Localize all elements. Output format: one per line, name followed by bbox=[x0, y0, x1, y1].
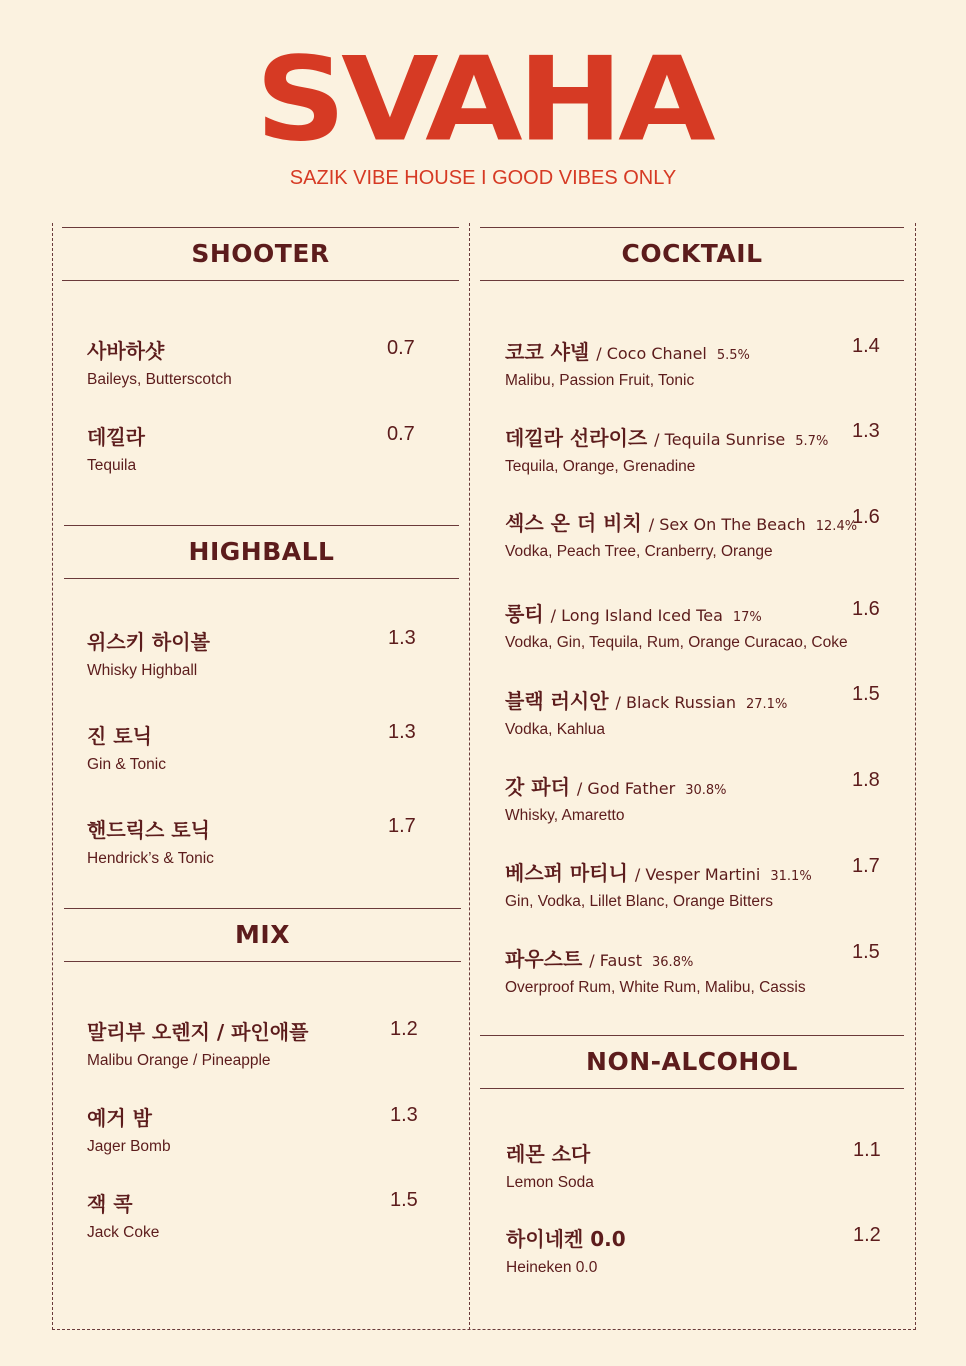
item-description: Baileys, Butterscotch bbox=[87, 371, 232, 388]
item-price: 1.6 bbox=[852, 506, 880, 528]
menu-item bbox=[505, 685, 787, 739]
item-name-ko: 롱티 bbox=[505, 602, 544, 626]
item-abv: 17% bbox=[732, 610, 762, 625]
item-description: Tequila bbox=[87, 457, 137, 474]
item-name-ko: 핸드릭스 토닉 bbox=[87, 818, 210, 842]
item-name-ko: 위스키 하이볼 bbox=[87, 630, 210, 654]
item-name-ko: 진 토닉 bbox=[87, 724, 152, 748]
item-name-en: / Long Island Iced Tea bbox=[550, 606, 723, 625]
item-abv: 30.8% bbox=[685, 783, 727, 798]
item-description: Jack Coke bbox=[87, 1224, 160, 1241]
column-divider bbox=[469, 223, 470, 1330]
item-description: Vodka, Kahlua bbox=[505, 721, 605, 738]
menu-item bbox=[87, 626, 210, 680]
item-name-ko: 파우스트 bbox=[505, 947, 583, 971]
brand-tagline: SAZIK VIBE HOUSE I GOOD VIBES ONLY bbox=[289, 167, 677, 189]
item-price: 1.4 bbox=[852, 335, 880, 357]
item-name-ko: 잭 콕 bbox=[87, 1192, 133, 1216]
item-name-en: / Black Russian bbox=[615, 693, 736, 712]
menu-item bbox=[506, 1138, 594, 1192]
item-description: Malibu Orange / Pineapple bbox=[87, 1052, 271, 1069]
menu-frame bbox=[52, 223, 916, 1330]
item-price: 1.5 bbox=[390, 1189, 418, 1211]
item-name-ko: 섹스 온 더 비치 bbox=[505, 511, 642, 535]
item-description: Lemon Soda bbox=[506, 1174, 594, 1191]
item-price: 1.3 bbox=[390, 1104, 418, 1126]
item-abv: 27.1% bbox=[746, 697, 788, 712]
item-price: 1.7 bbox=[388, 815, 416, 837]
item-abv: 36.8% bbox=[652, 955, 694, 970]
item-price: 1.7 bbox=[852, 855, 880, 877]
item-abv: 5.7% bbox=[795, 434, 829, 449]
item-name-ko: 베스퍼 마티니 bbox=[505, 861, 628, 885]
item-name-ko: 예거 밤 bbox=[87, 1106, 152, 1130]
item-description: Gin, Vodka, Lillet Blanc, Orange Bitters bbox=[505, 893, 773, 910]
item-name-ko: 말리부 오렌지 / 파인애플 bbox=[87, 1020, 309, 1044]
menu-item bbox=[87, 814, 214, 868]
item-price: 1.3 bbox=[388, 627, 416, 649]
menu-item bbox=[87, 335, 232, 389]
item-description: Whisky Highball bbox=[87, 662, 198, 679]
item-price: 0.7 bbox=[387, 337, 415, 359]
item-abv: 31.1% bbox=[770, 869, 812, 884]
item-price: 0.7 bbox=[387, 423, 415, 445]
menu-item bbox=[505, 943, 806, 997]
item-abv: 5.5% bbox=[716, 348, 750, 363]
item-description: Whisky, Amaretto bbox=[505, 807, 625, 824]
menu-item bbox=[505, 771, 727, 825]
item-description: Tequila, Orange, Grenadine bbox=[505, 458, 696, 475]
item-name-ko: 하이네켄 0.0 bbox=[506, 1227, 626, 1251]
section-header-highball: HIGHBALL bbox=[64, 525, 459, 579]
item-description: Jager Bomb bbox=[87, 1138, 171, 1155]
item-price: 1.8 bbox=[852, 769, 880, 791]
item-price: 1.2 bbox=[853, 1224, 881, 1246]
menu-item bbox=[87, 1188, 159, 1242]
item-description: Malibu, Passion Fruit, Tonic bbox=[505, 372, 695, 389]
item-description: Gin & Tonic bbox=[87, 756, 166, 773]
section-header-shooter: SHOOTER bbox=[62, 227, 459, 281]
menu-item bbox=[505, 598, 848, 652]
item-name-en: / Sex On The Beach bbox=[648, 515, 806, 534]
brand-logo: SVAHA bbox=[255, 31, 711, 168]
item-name-ko: 사바하샷 bbox=[87, 339, 165, 363]
menu-item bbox=[87, 1102, 171, 1156]
item-description: Overproof Rum, White Rum, Malibu, Cassis bbox=[505, 979, 806, 996]
menu-item bbox=[87, 720, 166, 774]
item-name-ko: 갓 파더 bbox=[505, 775, 570, 799]
section-header-mix: MIX bbox=[64, 908, 461, 962]
menu-item bbox=[87, 421, 145, 475]
item-name-ko: 레몬 소다 bbox=[506, 1142, 591, 1166]
item-description: Vodka, Peach Tree, Cranberry, Orange bbox=[505, 543, 773, 560]
item-name-en: / Vesper Martini bbox=[634, 865, 761, 884]
item-price: 1.6 bbox=[852, 598, 880, 620]
item-price: 1.3 bbox=[852, 420, 880, 442]
menu-item bbox=[505, 336, 750, 390]
item-price: 1.2 bbox=[390, 1018, 418, 1040]
item-name-ko: 블랙 러시안 bbox=[505, 689, 609, 713]
item-name-en: / Coco Chanel bbox=[596, 344, 707, 363]
menu-item bbox=[505, 857, 812, 911]
section-header-non-alcohol: NON-ALCOHOL bbox=[480, 1035, 904, 1089]
menu-item bbox=[505, 422, 828, 476]
section-header-cocktail: COCKTAIL bbox=[480, 227, 904, 281]
item-name-ko: 코코 샤넬 bbox=[505, 340, 590, 364]
item-price: 1.5 bbox=[852, 941, 880, 963]
item-name-en: / God Father bbox=[576, 779, 676, 798]
item-description: Heineken 0.0 bbox=[506, 1259, 598, 1276]
item-price: 1.1 bbox=[853, 1139, 881, 1161]
menu-item bbox=[506, 1223, 626, 1277]
menu-item bbox=[87, 1016, 308, 1070]
item-name-ko: 데낄라 bbox=[87, 425, 145, 449]
item-description: Vodka, Gin, Tequila, Rum, Orange Curacao, Coke bbox=[505, 634, 848, 651]
menu-item bbox=[505, 507, 857, 561]
item-price: 1.3 bbox=[388, 721, 416, 743]
item-name-ko: 데낄라 선라이즈 bbox=[505, 426, 648, 450]
item-price: 1.5 bbox=[852, 683, 880, 705]
item-abv: 12.4% bbox=[815, 519, 858, 534]
item-name-en: / Tequila Sunrise bbox=[654, 430, 786, 449]
item-description: Hendrick’s & Tonic bbox=[87, 850, 214, 867]
item-name-en: / Faust bbox=[589, 951, 643, 970]
